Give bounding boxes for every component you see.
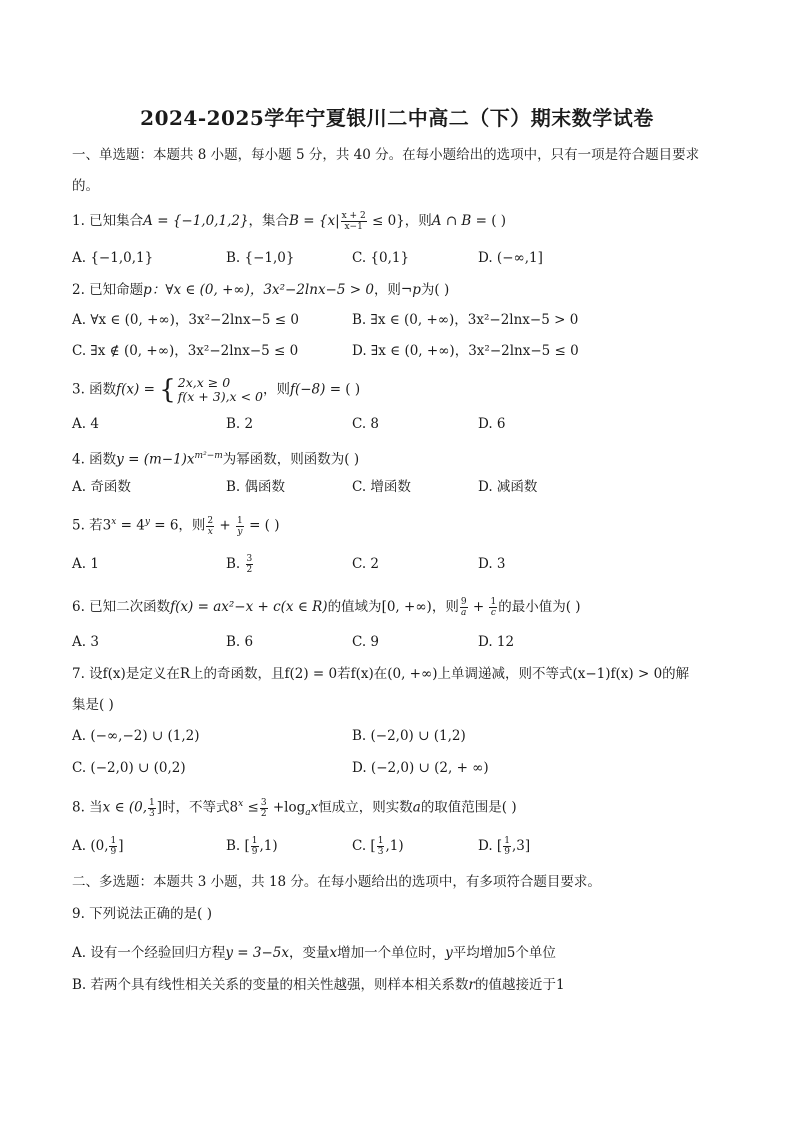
- q3-text-2: ，则: [262, 381, 290, 398]
- q8-opta-frac: [109, 836, 117, 857]
- q8-log: +log: [268, 799, 306, 816]
- q8-x: x: [310, 799, 319, 816]
- q2-option-c: C. ∃x ∉ (0, +∞)，3x²−2lnx−5 ≤ 0: [72, 343, 299, 359]
- q5-option-a: A. 1: [72, 556, 99, 572]
- q5-frac-1: [206, 516, 214, 537]
- q8-opta-den: 9: [110, 847, 117, 857]
- question-3-stem: [72, 376, 360, 404]
- q1-frac-den: x−1: [344, 222, 363, 232]
- q3-option-a: A. 4: [72, 416, 99, 432]
- q6-frac-1: [460, 597, 468, 618]
- q8-opta-num: 1: [110, 836, 117, 846]
- q5-option-b-label: B.: [226, 556, 241, 572]
- q9-opta-text-3: 增加一个单位时，: [337, 945, 446, 961]
- q8-f1-den: 3: [149, 808, 155, 819]
- q7-option-d: D. (−2,0) ∪ (2, + ∞): [352, 760, 489, 776]
- q8-optd-post: ,3]: [511, 838, 531, 854]
- q8-f2-den: 2: [260, 808, 267, 819]
- q2-blank: 为( ): [420, 282, 450, 298]
- q8-option-b: [226, 836, 278, 857]
- q5-text: 5. 若: [72, 517, 103, 534]
- q6-text-2: 的值域为: [327, 599, 382, 615]
- q6-plus: +: [468, 599, 489, 615]
- q5-f1-num: 2: [207, 515, 214, 526]
- q2-option-d: D. ∃x ∈ (0, +∞)，3x²−2lnx−5 ≤ 0: [352, 343, 579, 359]
- q3-option-b: B. 2: [226, 416, 254, 432]
- q8-blank: 的取值范围是( ): [420, 799, 517, 816]
- q3-piece-1: 2x,x ≥ 0: [177, 375, 231, 390]
- q4-option-c: C. 增函数: [352, 479, 411, 495]
- q9-option-b: [72, 975, 565, 995]
- q8-option-d: [478, 836, 530, 857]
- q5-option-b-frac: [246, 554, 254, 575]
- question-6-stem: [72, 597, 581, 618]
- q8-option-c: [352, 836, 404, 857]
- q1-frac-num: x + 2: [341, 211, 366, 221]
- q7-option-a: A. (−∞,−2) ∪ (1,2): [72, 728, 200, 744]
- q8-exp-x: x: [238, 799, 244, 809]
- q6-text: 6. 已知二次函数: [72, 599, 171, 615]
- q8-log-base: a: [305, 808, 311, 819]
- q8-opta-pre: A. (0,: [72, 838, 109, 854]
- q3-function: f(x) =: [116, 381, 160, 398]
- q9-opta-equation: y = 3−5x: [225, 945, 289, 961]
- q1-text-3: ，则: [404, 213, 432, 229]
- q4-text: 4. 函数: [72, 451, 117, 468]
- q1-option-d: D. (−∞,1]: [478, 250, 543, 266]
- q4-text-2: 为幂函数，则函数为( ): [222, 451, 360, 468]
- q5-blank: = ( ): [244, 517, 280, 534]
- q8-bracket: ]: [156, 799, 163, 816]
- q9-optb-r: r: [468, 977, 475, 993]
- q8-frac-1: [148, 798, 156, 819]
- q3-option-d: D. 6: [478, 416, 506, 432]
- section2-heading: [72, 872, 601, 892]
- question-7-stem-cont: [72, 695, 114, 715]
- q9-optb-text: B. 若两个具有线性相关关系的变量的相关性越强，则样本相关系数: [72, 977, 469, 993]
- q1-text: 1. 已知集合: [72, 213, 144, 229]
- q9-opta-text-4: 平均增加5个单位: [452, 945, 556, 961]
- q6-option-a: A. 3: [72, 634, 99, 650]
- q8-opta-post: ]: [118, 838, 124, 854]
- q9-opta-x: x: [329, 945, 338, 961]
- q6-blank: 的最小值为( ): [498, 599, 581, 615]
- q1-option-c: C. {0,1}: [352, 250, 410, 266]
- q5-option-c: C. 2: [352, 556, 380, 572]
- q8-optb-frac: [251, 836, 259, 857]
- q4-option-a: A. 奇函数: [72, 479, 131, 495]
- q8-optc-num: 1: [377, 836, 384, 846]
- q2-proposition: p：∀x ∈ (0, +∞)，3x²−2lnx−5 > 0: [143, 282, 374, 298]
- q8-interval: x ∈ (0,: [102, 799, 148, 816]
- question-1-stem: [72, 211, 506, 232]
- q6-f1-den: a: [461, 608, 467, 618]
- q3-eval: f(−8): [289, 381, 326, 398]
- q8-text-3: 恒成立，则实数: [318, 799, 413, 816]
- question-2-stem: [72, 280, 449, 300]
- q8-text: 8. 当: [72, 799, 103, 816]
- q1-fraction: [341, 211, 367, 232]
- section1-line2: 的。: [72, 178, 99, 194]
- q5-option-b: [226, 554, 254, 575]
- section2-text: 二、多选题：本题共 3 小题，共 18 分。在每小题给出的选项中，有多项符合题目要求。: [72, 874, 601, 890]
- q1-option-b: B. {−1,0}: [226, 250, 295, 266]
- q6-f2-den: c: [490, 608, 496, 618]
- q8-f1-num: 1: [149, 797, 155, 808]
- q5-option-d: D. 3: [478, 556, 506, 572]
- q6-option-b: B. 6: [226, 634, 254, 650]
- q5-frac-2: [236, 516, 244, 537]
- q8-optd-frac: [503, 836, 511, 857]
- q2-text-2: ，则¬: [373, 282, 413, 298]
- q2-option-b: B. ∃x ∈ (0, +∞)，3x²−2lnx−5 > 0: [352, 312, 579, 328]
- exam-title: 2024-2025学年宁夏银川二中高二（下）期末数学试卷: [140, 106, 654, 130]
- q8-optb-post: ,1): [259, 838, 278, 854]
- q8-optc-frac: [377, 836, 385, 857]
- q6-frac-2: [489, 597, 497, 618]
- q3-blank: = ( ): [325, 381, 361, 398]
- q4-exponent: m²−m: [194, 451, 223, 461]
- question-4-stem: [72, 446, 359, 470]
- q1-blank: = ( ): [471, 213, 507, 229]
- q1-text-2: ，集合: [248, 213, 290, 229]
- question-9-stem: [72, 904, 212, 924]
- q6-option-d: D. 12: [478, 634, 515, 650]
- q8-optb-num: 1: [251, 836, 258, 846]
- q9-opta-text: A. 设有一个经验回归方程: [72, 945, 226, 961]
- q2-p: p: [412, 282, 421, 298]
- q8-leq: ≤: [243, 799, 259, 816]
- question-5-stem: [72, 512, 280, 537]
- q8-optd-num: 1: [504, 836, 510, 846]
- section1-heading-cont: [72, 176, 99, 196]
- q8-f2-num: 3: [260, 797, 267, 808]
- q5-eq6: = 6: [149, 517, 179, 534]
- q1-set-a: A = {−1,0,1,2}: [143, 213, 249, 229]
- q2-option-a: A. ∀x ∈ (0, +∞)，3x²−2lnx−5 ≤ 0: [72, 312, 299, 328]
- q5-f1-den: x: [207, 526, 213, 537]
- q2-text: 2. 已知命题: [72, 282, 144, 298]
- q5-optb-num: 3: [246, 554, 253, 564]
- q3-text: 3. 函数: [72, 381, 117, 398]
- q8-optd-den: 9: [504, 847, 510, 857]
- q6-option-c: C. 9: [352, 634, 380, 650]
- q8-optc-den: 3: [377, 847, 384, 857]
- q8-a: a: [412, 799, 421, 816]
- q9-opta-y: y: [445, 945, 453, 961]
- q5-f2-num: 1: [237, 515, 243, 526]
- q8-frac-2: [260, 798, 268, 819]
- q6-f1-num: 9: [460, 597, 467, 607]
- q7-option-b: B. (−2,0) ∪ (1,2): [352, 728, 466, 744]
- q7-line-2: 集是( ): [72, 697, 114, 713]
- q5-optb-den: 2: [246, 565, 253, 575]
- q3-piecewise: [178, 376, 263, 404]
- q1-ineq: ≤ 0}: [367, 213, 405, 229]
- q3-option-c: C. 8: [352, 416, 380, 432]
- q6-text-3: ，则: [431, 599, 459, 615]
- q9-optb-text-2: 的值越接近于1: [474, 977, 565, 993]
- q8-optb-den: 9: [251, 847, 258, 857]
- section1-heading: [72, 145, 699, 165]
- q4-function: y = (m−1)x: [116, 451, 195, 468]
- q5-exp-x: x: [111, 517, 117, 527]
- q3-brace: {: [159, 375, 176, 405]
- q6-function: f(x) = ax²−x + c(x ∈ R): [170, 599, 328, 615]
- q9-text: 9. 下列说法正确的是( ): [72, 906, 212, 922]
- q8-optb-pre: B. [: [226, 838, 250, 854]
- q1-set-b: B = {x|: [289, 213, 340, 229]
- q7-option-c: C. (−2,0) ∪ (0,2): [72, 760, 186, 776]
- question-8-stem: [72, 794, 517, 823]
- q8-optc-pre: C. [: [352, 838, 376, 854]
- q1-option-a: A. {−1,0,1}: [72, 250, 154, 266]
- q6-f2-num: 1: [490, 597, 497, 607]
- q5-plus: +: [215, 517, 236, 534]
- q8-base8: 8: [229, 799, 239, 816]
- q9-opta-text-2: ，变量: [288, 945, 330, 961]
- q8-optd-pre: D. [: [478, 838, 503, 854]
- q5-exp-y: y: [144, 517, 150, 527]
- q5-text-2: ，则: [178, 517, 206, 534]
- q1-intersection: A ∩ B: [431, 213, 472, 229]
- q8-option-a: [72, 836, 124, 857]
- q8-optc-post: ,1): [385, 838, 404, 854]
- q9-option-a: [72, 943, 556, 963]
- q3-piece-2: f(x + 3),x < 0: [177, 389, 263, 404]
- q5-base3: 3: [102, 517, 112, 534]
- q4-option-b: B. 偶函数: [226, 479, 286, 495]
- section1-line1: 一、单选题：本题共 8 小题，每小题 5 分，共 40 分。在每小题给出的选项中，只有一项是符合题目要求: [72, 147, 700, 163]
- q8-text-2: 时，不等式: [162, 799, 230, 816]
- q7-line-1: 7. 设f(x)是定义在R上的奇函数，且f(2) = 0若f(x)在(0, +∞)上单调递减，则不等式(x−1)f(x) > 0的解: [72, 666, 690, 682]
- q5-f2-den: y: [237, 526, 243, 537]
- q4-option-d: D. 减函数: [478, 479, 538, 495]
- q6-range: [0, +∞): [381, 599, 432, 615]
- q5-base4: = 4: [116, 517, 145, 534]
- question-7-stem: [72, 664, 689, 684]
